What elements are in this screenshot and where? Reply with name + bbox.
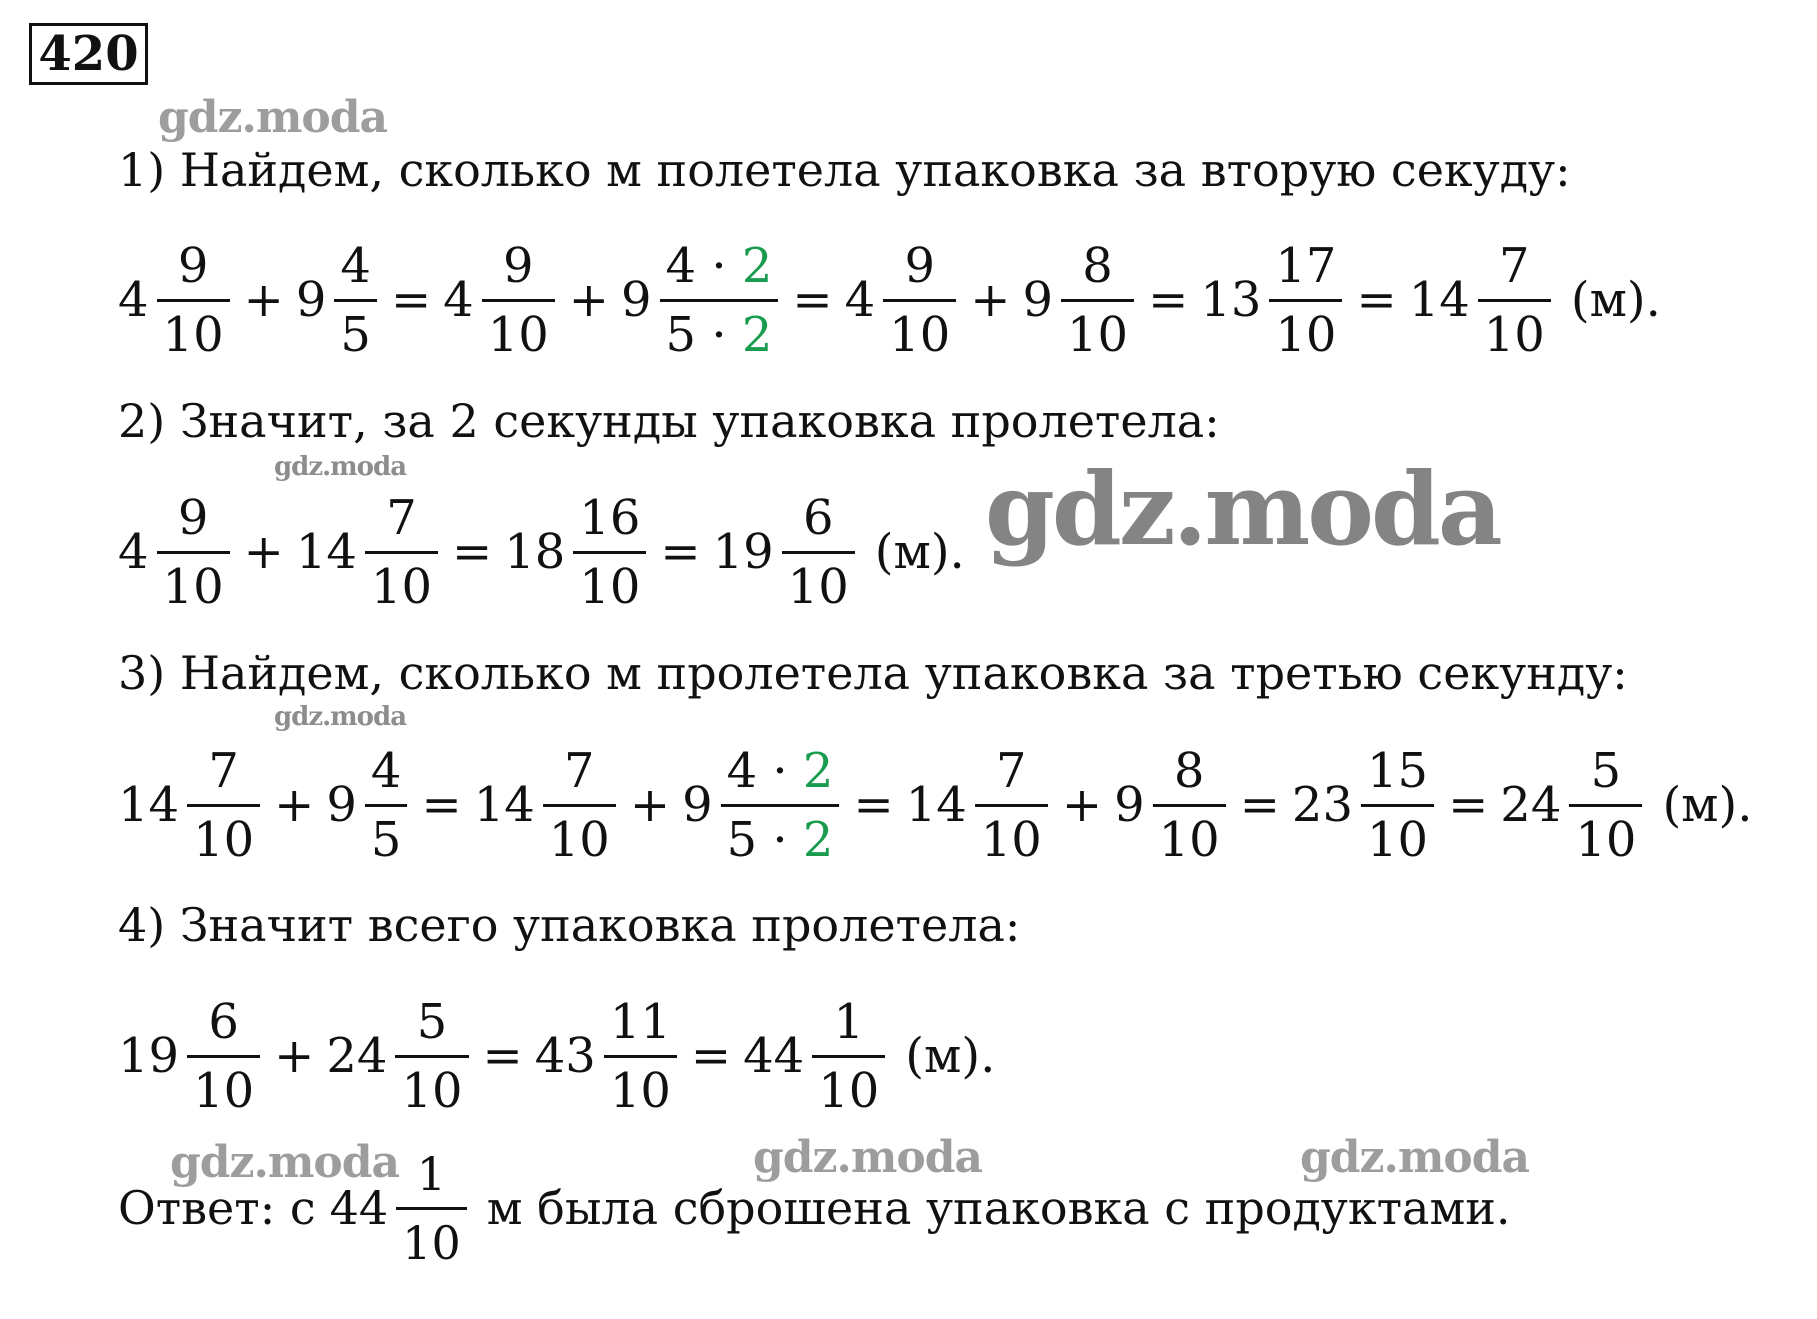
- fraction-denominator: [157, 558, 230, 616]
- math-operator: =: [792, 272, 833, 328]
- fraction: [1569, 742, 1642, 869]
- denominator-text: 10: [1067, 306, 1129, 363]
- step-expression-4: [118, 986, 995, 1126]
- fraction-bar: [334, 299, 377, 302]
- numerator-text: 6: [802, 489, 834, 546]
- fraction: [812, 993, 885, 1120]
- math-operator: =: [482, 1028, 523, 1084]
- watermark: gdz.moda: [1300, 1132, 1530, 1183]
- fraction: [543, 742, 616, 869]
- math-operator: +: [568, 272, 609, 328]
- fraction-bar: [157, 551, 230, 554]
- math-operator: =: [1148, 272, 1189, 328]
- mixed-number-whole: 24: [326, 1028, 388, 1084]
- answer-prefix: Ответ: с: [118, 1181, 316, 1235]
- denominator-text: 10: [548, 811, 610, 868]
- fraction-numerator: [558, 742, 601, 800]
- fraction: [365, 489, 438, 616]
- watermark-large: gdz.moda: [985, 450, 1500, 568]
- mixed-number-whole: 9: [682, 777, 713, 833]
- fraction-numerator: [411, 993, 454, 1051]
- mixed-number-whole: 44: [743, 1028, 805, 1084]
- denominator-text: 10: [1483, 306, 1545, 363]
- fraction: [883, 237, 956, 364]
- unit-label: (м).: [1662, 777, 1753, 833]
- fraction-numerator: [497, 237, 540, 295]
- fraction-numerator: [827, 993, 870, 1051]
- numerator-text: 9: [502, 237, 534, 294]
- math-operator: +: [629, 777, 671, 833]
- watermark: gdz.moda: [753, 1132, 983, 1183]
- fraction-numerator: 1: [416, 1146, 447, 1201]
- numerator-text: 8: [1082, 237, 1113, 294]
- numerator-text: 6: [208, 993, 239, 1050]
- mixed-number-whole: 4: [844, 272, 876, 328]
- fraction: [187, 742, 260, 869]
- fraction-numerator: [202, 993, 245, 1051]
- fraction-denominator: [975, 811, 1048, 869]
- mixed-number-whole: 23: [1291, 777, 1353, 833]
- fraction-numerator: [660, 237, 779, 295]
- mixed-number-whole: 14: [473, 777, 535, 833]
- fraction-denominator: [573, 558, 646, 616]
- fraction-denominator: [365, 811, 408, 869]
- fraction: [1478, 237, 1551, 364]
- mixed-number-whole: 14: [295, 524, 357, 580]
- fraction-bar: [975, 804, 1048, 807]
- step-heading-1: 1) Найдем, сколько м полетела упаковка за вторую секуду:: [118, 143, 1571, 197]
- highlighted-multiplier: 2: [741, 237, 773, 294]
- mixed-number-whole: 13: [1200, 272, 1262, 328]
- fraction-numerator: [898, 237, 941, 295]
- fraction: [782, 489, 855, 616]
- step-expression-3: [118, 735, 1752, 875]
- fraction-denominator: [782, 558, 855, 616]
- denominator-text: 10: [193, 811, 255, 868]
- fraction-bar: [883, 299, 956, 302]
- fraction-bar: [660, 299, 779, 302]
- denominator-text: 10: [401, 1062, 463, 1119]
- fraction-numerator: [1585, 742, 1628, 800]
- fraction-denominator: [812, 1062, 885, 1120]
- fraction-denominator: [543, 811, 616, 869]
- numerator-text: 7: [386, 489, 417, 546]
- fraction: [660, 237, 779, 364]
- watermark: gdz.moda: [274, 702, 407, 732]
- math-operator: =: [1356, 272, 1397, 328]
- numerator-text: 1: [833, 993, 865, 1050]
- math-operator: =: [660, 524, 701, 580]
- fraction-numerator: [380, 489, 423, 547]
- math-operator: +: [274, 1028, 315, 1084]
- fraction-numerator: [334, 237, 377, 295]
- answer-fraction: [396, 1145, 467, 1272]
- fraction: [604, 993, 677, 1120]
- fraction-denominator: [365, 558, 438, 616]
- watermark: gdz.moda: [158, 92, 388, 143]
- watermark: gdz.moda: [274, 452, 407, 482]
- numerator-text: 4 ·: [665, 237, 742, 294]
- fraction: [1269, 237, 1342, 364]
- fraction: [157, 489, 230, 616]
- answer-line: [118, 1138, 1511, 1278]
- fraction-bar: [604, 1055, 677, 1058]
- math-operator: =: [421, 777, 462, 833]
- math-operator: +: [243, 524, 284, 580]
- fraction-numerator: [573, 489, 646, 547]
- denominator-text: 5: [340, 306, 371, 363]
- fraction-numerator: [990, 742, 1033, 800]
- highlighted-multiplier: 2: [741, 306, 773, 363]
- answer-whole: 44: [329, 1181, 389, 1235]
- mixed-number-whole: 4: [118, 272, 149, 328]
- fraction: [1061, 237, 1134, 364]
- math-operator: +: [970, 272, 1011, 328]
- fraction-bar: [1478, 299, 1551, 302]
- fraction-denominator: [334, 306, 377, 364]
- denominator-text: 10: [787, 558, 849, 615]
- denominator-text: 10: [818, 1062, 880, 1119]
- fraction-bar: [396, 1207, 467, 1210]
- mixed-number-whole: 9: [1022, 272, 1054, 328]
- fraction-numerator: [604, 993, 677, 1051]
- mixed-number-whole: 14: [905, 777, 967, 833]
- fraction-denominator: [1478, 306, 1551, 364]
- numerator-text: 17: [1275, 237, 1337, 294]
- fraction-bar: [187, 804, 260, 807]
- fraction-denominator: [395, 1062, 468, 1120]
- watermark: gdz.moda: [170, 1137, 400, 1188]
- fraction: [482, 237, 555, 364]
- fraction-denominator: [604, 1062, 677, 1120]
- fraction-bar: [395, 1055, 468, 1058]
- math-operator: =: [690, 1028, 732, 1084]
- fraction-bar: [1061, 299, 1134, 302]
- fraction-denominator: [1269, 306, 1342, 364]
- fraction: [1153, 742, 1226, 869]
- mixed-number-whole: 9: [326, 777, 357, 833]
- fraction-bar: [573, 551, 646, 554]
- fraction-bar: [721, 804, 840, 807]
- denominator-text: 5: [370, 811, 402, 868]
- denominator-text: 10: [889, 306, 951, 363]
- fraction-numerator: [1361, 742, 1434, 800]
- numerator-text: 4 ·: [726, 742, 803, 799]
- numerator-text: 5: [1590, 742, 1622, 799]
- numerator-text: 9: [177, 237, 209, 294]
- fraction-denominator: [1061, 306, 1134, 364]
- denominator-text: 10: [1158, 811, 1220, 868]
- fraction-denominator: [1153, 811, 1226, 869]
- mixed-number-whole: 4: [443, 272, 474, 328]
- math-operator: +: [1061, 777, 1103, 833]
- mixed-number-whole: 4: [118, 524, 149, 580]
- mixed-number-whole: 19: [118, 1028, 180, 1084]
- fraction: [187, 993, 260, 1120]
- denominator-text: 10: [980, 811, 1042, 868]
- step-heading-2: 2) Значит, за 2 секунды упаковка пролетела:: [118, 394, 1220, 448]
- numerator-text: 9: [904, 237, 935, 294]
- denominator-text: 10: [1275, 306, 1337, 363]
- fraction-denominator: [1361, 811, 1434, 869]
- mixed-number-whole: 19: [712, 524, 774, 580]
- denominator-text: 10: [162, 306, 224, 363]
- step-expression-1: [118, 230, 1661, 370]
- fraction: [157, 237, 230, 364]
- fraction-denominator: 10: [402, 1215, 461, 1270]
- fraction-denominator: [1569, 811, 1642, 869]
- numerator-text: 7: [1499, 237, 1530, 294]
- fraction-denominator: [482, 306, 555, 364]
- fraction-bar: [1569, 804, 1642, 807]
- step-heading-3: 3) Найдем, сколько м пролетела упаковка за третью секунду:: [118, 646, 1628, 700]
- fraction-bar: [1269, 299, 1342, 302]
- fraction-bar: [365, 804, 408, 807]
- mixed-number-whole: 24: [1500, 777, 1562, 833]
- fraction-numerator: [1168, 742, 1211, 800]
- denominator-text: 10: [487, 306, 549, 363]
- fraction-numerator: [172, 237, 215, 295]
- fraction: [395, 993, 468, 1120]
- mixed-number-whole: 14: [1408, 272, 1470, 328]
- denominator-text: 10: [162, 558, 224, 615]
- fraction-bar: [1153, 804, 1226, 807]
- fraction: [721, 742, 840, 869]
- fraction: [975, 742, 1048, 869]
- fraction-denominator: [157, 306, 230, 364]
- denominator-text: 10: [579, 558, 641, 615]
- highlighted-multiplier: 2: [802, 811, 834, 868]
- mixed-number-whole: 43: [534, 1028, 596, 1084]
- step-heading-4: 4) Значит всего упаковка пролетела:: [118, 898, 1021, 952]
- fraction-denominator: [883, 306, 956, 364]
- denominator-text: 10: [193, 1062, 255, 1119]
- numerator-text: 7: [564, 742, 595, 799]
- numerator-text: 11: [609, 993, 671, 1050]
- fraction-bar: [782, 551, 855, 554]
- denominator-text: 5 ·: [665, 306, 742, 363]
- task-number-box: 420: [29, 23, 148, 85]
- math-operator: =: [853, 777, 894, 833]
- mixed-number-whole: 9: [295, 272, 327, 328]
- fraction-bar: [1361, 804, 1434, 807]
- unit-label: (м).: [874, 524, 965, 580]
- fraction-numerator: [797, 489, 840, 547]
- mixed-number-whole: 9: [1114, 777, 1145, 833]
- numerator-text: 8: [1173, 742, 1205, 799]
- fraction-numerator: [1269, 237, 1342, 295]
- denominator-text: 10: [370, 558, 432, 615]
- fraction-bar: [812, 1055, 885, 1058]
- math-operator: +: [274, 777, 315, 833]
- numerator-text: 16: [579, 489, 641, 546]
- highlighted-multiplier: 2: [802, 742, 834, 799]
- fraction-bar: [157, 299, 230, 302]
- numerator-text: 15: [1366, 742, 1429, 799]
- fraction-bar: [543, 804, 616, 807]
- unit-label: (м).: [1570, 272, 1661, 328]
- fraction: [1361, 742, 1434, 869]
- denominator-text: 10: [609, 1062, 671, 1119]
- fraction-bar: [365, 551, 438, 554]
- fraction: [365, 742, 408, 869]
- fraction: [573, 489, 646, 616]
- denominator-text: 10: [1366, 811, 1429, 868]
- denominator-text: 5 ·: [726, 811, 803, 868]
- numerator-text: 5: [416, 993, 448, 1050]
- math-operator: =: [1239, 777, 1280, 833]
- numerator-text: 4: [340, 237, 371, 294]
- mixed-number-whole: 14: [118, 777, 180, 833]
- fraction-denominator: [187, 811, 260, 869]
- fraction: [334, 237, 377, 364]
- fraction-bar: [187, 1055, 260, 1058]
- numerator-text: 7: [208, 742, 239, 799]
- fraction-numerator: [1076, 237, 1119, 295]
- numerator-text: 7: [996, 742, 1027, 799]
- fraction-denominator: [187, 1062, 260, 1120]
- fraction-numerator: [202, 742, 245, 800]
- answer-suffix: м была сброшена упаковка с продуктами.: [486, 1181, 1511, 1235]
- fraction-numerator: [172, 489, 215, 547]
- math-operator: +: [243, 272, 284, 328]
- mixed-number-whole: 9: [621, 272, 652, 328]
- fraction-numerator: [721, 742, 840, 800]
- math-operator: =: [1448, 777, 1489, 833]
- fraction-numerator: [365, 742, 408, 800]
- denominator-text: 10: [1575, 811, 1637, 868]
- numerator-text: 4: [370, 742, 402, 799]
- fraction-denominator: [721, 811, 840, 869]
- step-expression-2: [118, 482, 965, 622]
- math-operator: =: [452, 524, 493, 580]
- mixed-number-whole: 18: [504, 524, 566, 580]
- unit-label: (м).: [905, 1028, 996, 1084]
- fraction-numerator: [1493, 237, 1536, 295]
- math-operator: =: [390, 272, 432, 328]
- fraction-bar: [482, 299, 555, 302]
- fraction-denominator: [660, 306, 779, 364]
- numerator-text: 9: [177, 489, 209, 546]
